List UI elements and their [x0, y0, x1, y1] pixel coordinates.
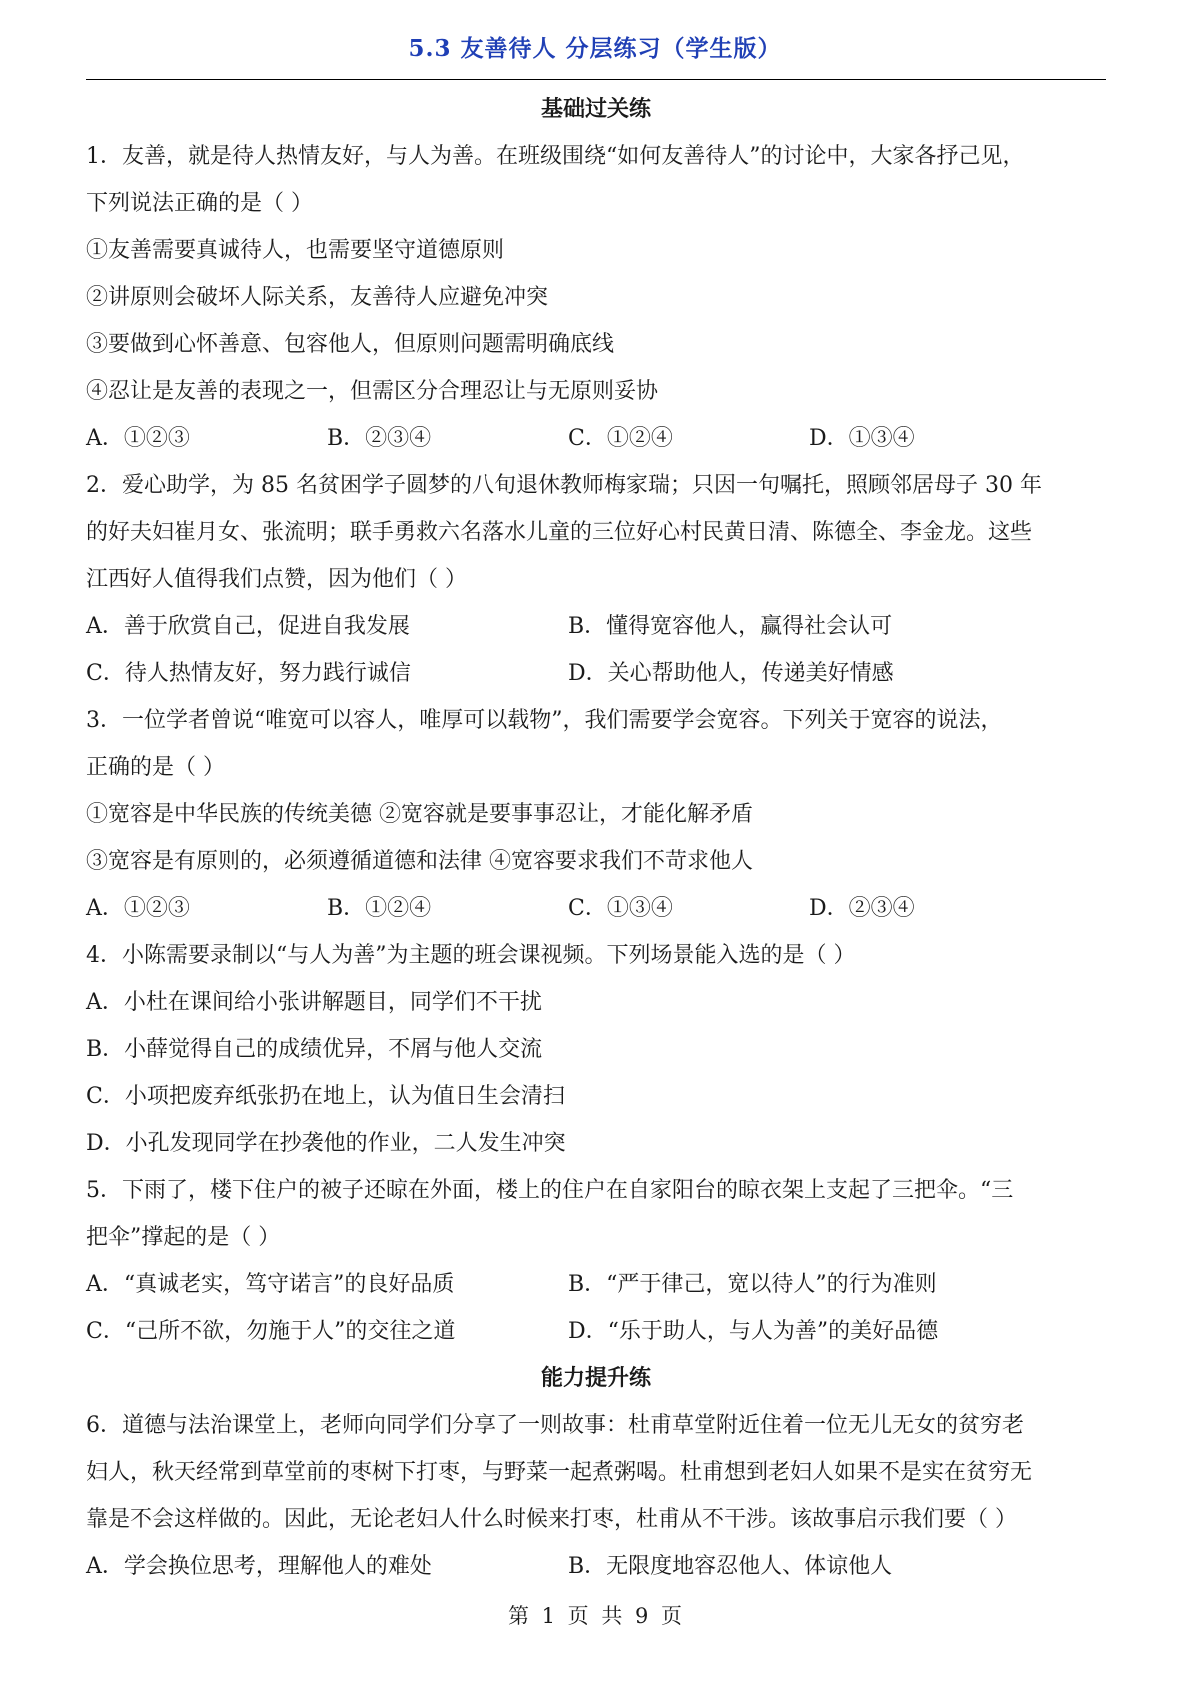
- document-title: 5.3 友善待人 分层练习（学生版）: [408, 35, 782, 62]
- question-6: [86, 1402, 1106, 1590]
- statement-item: ①友善需要真诚待人，也需要坚守道德原则: [86, 238, 505, 263]
- option-b: B．小薛觉得自己的成绩优异，不屑与他人交流: [86, 1037, 543, 1062]
- option-a: A．“真诚老实，笃守诺言”的良好品质: [86, 1272, 455, 1297]
- option-d: D．“乐于助人，与人为善”的美好品德: [568, 1319, 939, 1344]
- question-stem: 4．小陈需要录制以“与人为善”为主题的班会课视频。下列场景能入选的是（ ）: [86, 943, 856, 968]
- question-2: [86, 462, 1106, 697]
- option-b: B．①②④: [327, 896, 432, 921]
- question-stem: 下列说法正确的是（ ）: [86, 191, 313, 216]
- question-stem: 妇人，秋天经常到草堂前的枣树下打枣，与野菜一起煮粥喝。杜甫想到老妇人如果不是实在贫穷无: [86, 1460, 1033, 1485]
- option-d: D．关心帮助他人，传递美好情感: [568, 661, 894, 686]
- title-divider: [86, 79, 1106, 80]
- answer-options-row: [86, 1261, 1106, 1308]
- option-a: A．学会换位思考，理解他人的难处: [86, 1554, 432, 1579]
- answer-options: [86, 885, 1106, 932]
- statement-item: ④忍让是友善的表现之一，但需区分合理忍让与无原则妥协: [86, 379, 659, 404]
- page-number: 第 1 页 共 9 页: [507, 1604, 683, 1628]
- question-stem: 江西好人值得我们点赞，因为他们（ ）: [86, 567, 467, 592]
- question-stem: 1．友善，就是待人热情友好，与人为善。在班级围绕“如何友善待人”的讨论中，大家各抒己见，: [86, 144, 1025, 169]
- answer-options-row: [86, 1543, 1106, 1590]
- option-b: B．②③④: [327, 426, 432, 451]
- option-c: C．①③④: [568, 896, 673, 921]
- question-1: [86, 133, 1106, 462]
- question-stem: 把伞”撑起的是（ ）: [86, 1225, 281, 1250]
- option-b: B．懂得宽容他人，赢得社会认可: [568, 614, 893, 639]
- question-stem: 的好夫妇崔月女、张流明；联手勇救六名落水儿童的三位好心村民黄日清、陈德全、李金龙。这些: [86, 520, 1033, 545]
- option-b: B．“严于律己，宽以待人”的行为准则: [568, 1272, 937, 1297]
- option-a: A．①②③: [86, 426, 190, 451]
- statement-item: ③要做到心怀善意、包容他人，但原则问题需明确底线: [86, 332, 615, 357]
- question-stem: 2．爱心助学，为 85 名贫困学子圆梦的八旬退休教师梅家瑞；只因一句嘱托，照顾邻居母子 30 年: [86, 473, 1042, 498]
- option-c: C．待人热情友好，努力践行诚信: [86, 661, 411, 686]
- answer-options: [86, 415, 1106, 462]
- question-3: [86, 697, 1106, 932]
- statement-items: ①宽容是中华民族的传统美德 ②宽容就是要事事忍让，才能化解矛盾: [86, 802, 753, 827]
- answer-options-row: [86, 650, 1106, 697]
- question-stem: 6．道德与法治课堂上，老师向同学们分享了一则故事：杜甫草堂附近住着一位无儿无女的贫穷老: [86, 1413, 1025, 1438]
- answer-options-row: [86, 1308, 1106, 1355]
- question-stem: 5．下雨了，楼下住户的被子还晾在外面，楼上的住户在自家阳台的晾衣架上支起了三把伞。“三: [86, 1178, 1014, 1203]
- question-5: [86, 1167, 1106, 1355]
- option-c: C．“己所不欲，勿施于人”的交往之道: [86, 1319, 456, 1344]
- option-d: D．小孔发现同学在抄袭他的作业，二人发生冲突: [86, 1131, 566, 1156]
- answer-options-row: [86, 603, 1106, 650]
- statement-item: ②讲原则会破坏人际关系，友善待人应避免冲突: [86, 285, 549, 310]
- option-d: D．①③④: [809, 426, 915, 451]
- option-c: C．①②④: [568, 426, 673, 451]
- question-stem: 靠是不会这样做的。因此，无论老妇人什么时候来打枣，杜甫从不干涉。该故事启示我们要（ ）: [86, 1507, 1017, 1532]
- section-heading-basic: 基础过关练: [540, 96, 651, 122]
- document-body: [86, 86, 1106, 1590]
- question-stem: 3．一位学者曾说“唯宽可以容人，唯厚可以载物”，我们需要学会宽容。下列关于宽容的说法，: [86, 708, 1003, 733]
- section-heading-advanced: 能力提升练: [540, 1365, 651, 1391]
- question-stem: 正确的是（ ）: [86, 755, 225, 780]
- option-d: D．②③④: [809, 896, 915, 921]
- statement-items: ③宽容是有原则的，必须遵循道德和法律 ④宽容要求我们不苛求他人: [86, 849, 753, 874]
- option-a: A．小杜在课间给小张讲解题目，同学们不干扰: [86, 990, 542, 1015]
- option-a: A．善于欣赏自己，促进自我发展: [86, 614, 410, 639]
- question-4: [86, 932, 1106, 1167]
- option-c: C．小项把废弃纸张扔在地上，认为值日生会清扫: [86, 1084, 565, 1109]
- option-a: A．①②③: [86, 896, 190, 921]
- option-b: B．无限度地容忍他人、体谅他人: [568, 1554, 893, 1579]
